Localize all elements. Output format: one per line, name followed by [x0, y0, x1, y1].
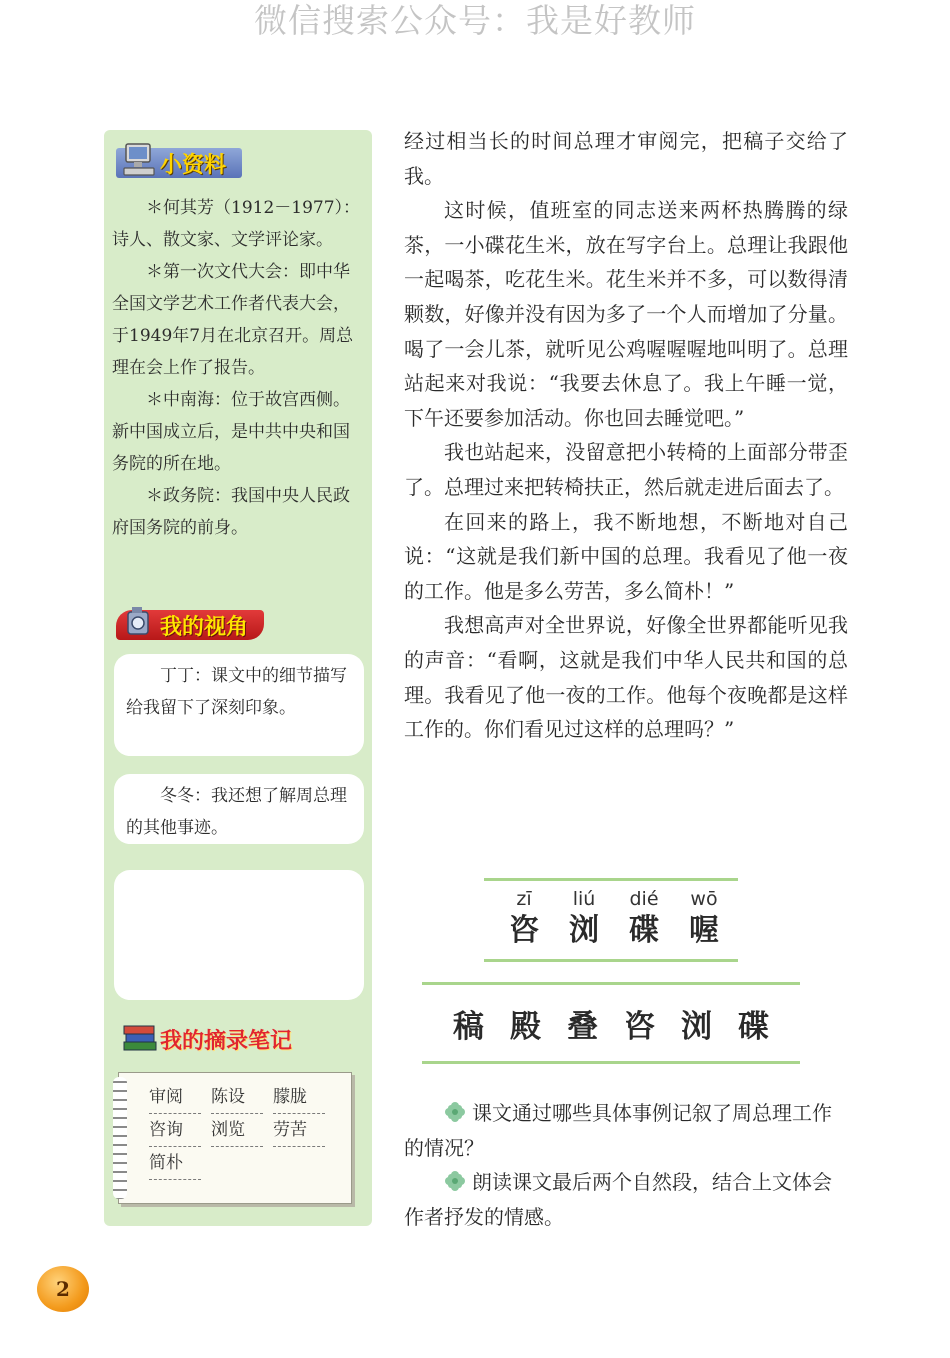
paragraph: 在回来的路上，我不断地想，不断地对自己说：“这就是我们新中国的总理。我看见了他一夜的工作。他是多么劳苦，多么简朴！” [404, 509, 848, 603]
note-item: ＊中南海：位于故宫西侧。新中国成立后，是中共中央和国务院的所在地。 [112, 390, 350, 474]
questions [404, 1096, 848, 1234]
word-item: 咨询 [149, 1114, 201, 1147]
write-char: 碟 [738, 1008, 769, 1045]
view-title: 我的视角 [160, 614, 249, 640]
comment-bubble [114, 654, 364, 756]
vocab-cell [566, 887, 602, 951]
camera-icon [122, 602, 158, 642]
note-item: ＊第一次文代大会：即中华全国文学艺术工作者代表大会，于1949年7月在北京召开。周总理在会上作了报告。 [112, 262, 354, 378]
reading-title: 小资料 [160, 152, 227, 178]
paragraph: 经过相当长的时间总理才审阅完，把稿子交给了我。 [404, 129, 848, 188]
hanzi: 碟 [629, 913, 659, 948]
write-char: 叠 [567, 1008, 598, 1045]
pinyin: liú [572, 888, 596, 910]
hanzi: 喔 [689, 913, 719, 948]
word-item: 简朴 [149, 1147, 201, 1180]
main-text [404, 124, 848, 747]
note-item: ＊政务院：我国中央人民政府国务院的前身。 [112, 486, 350, 538]
write-char: 咨 [624, 1008, 655, 1045]
pinyin: zī [516, 888, 532, 910]
question-text: 朗读课文最后两个自然段，结合上文体会作者抒发的情感。 [404, 1170, 832, 1229]
hanzi: 咨 [509, 913, 539, 948]
notebook [118, 1072, 352, 1204]
write-char: 殿 [510, 1008, 541, 1045]
vocab-cell [686, 887, 722, 951]
reading-vocab-box [484, 878, 738, 962]
sidebar [104, 130, 372, 1226]
hanzi: 浏 [569, 913, 599, 948]
vocab-cell [626, 887, 662, 951]
empty-comment-box [114, 870, 364, 1000]
word-item: 劳苦 [273, 1114, 325, 1147]
view-banner [116, 610, 264, 640]
notes-banner [116, 1024, 308, 1054]
notes-header [116, 1018, 308, 1060]
comment-text: 丁丁：课文中的细节描写给我留下了深刻印象。 [126, 666, 347, 718]
paragraph: 我想高声对全世界说，好像全世界都能听见我的声音：“看啊，这就是我们中华人民共和国的总理。我看见了他一夜的工作。他每个夜晚都是这样工作的。你们看见过这样的总理吗？” [404, 613, 848, 742]
reading-header [116, 142, 242, 184]
watermark: 微信搜索公众号：我是好教师 [254, 1, 696, 40]
page-number: 2 [37, 1266, 89, 1312]
word-item: 朦胧 [273, 1081, 325, 1114]
notes-title: 我的摘录笔记 [160, 1028, 293, 1054]
question-item [404, 1165, 848, 1234]
question-item [404, 1096, 848, 1165]
word-item: 陈设 [211, 1081, 263, 1114]
write-char: 浏 [681, 1008, 712, 1045]
comment-text: 冬冬：我还想了解周总理的其他事迹。 [126, 786, 347, 838]
write-char: 稿 [453, 1008, 484, 1045]
books-icon [122, 1016, 158, 1056]
view-header [116, 604, 264, 646]
vocab-cell [506, 887, 542, 951]
reading-banner [116, 148, 242, 178]
writing-vocab-box [422, 982, 800, 1064]
word-list [149, 1081, 335, 1180]
paragraph: 这时候，值班室的同志送来两杯热腾腾的绿茶，一小碟花生米，放在写字台上。总理让我跟他一起喝茶，吃花生米。花生米并不多，可以数得清颗数，好像并没有因为多了一个人而增加了分量。喝了一会儿茶，就听见公鸡喔喔喔地叫明了。总理站起来对我说：“我要去休息了。我上午睡一觉，下午还要参加活动。你也回去睡觉吧。” [404, 198, 848, 430]
comment-bubble [114, 774, 364, 844]
notebook-spiral [113, 1077, 127, 1199]
pinyin: wō [690, 888, 718, 910]
question-text: 课文通过哪些具体事例记叙了周总理工作的情况？ [404, 1101, 832, 1160]
word-item: 浏览 [211, 1114, 263, 1147]
computer-icon [122, 140, 158, 180]
pinyin: dié [629, 888, 659, 910]
word-item: 审阅 [149, 1081, 201, 1114]
reading-notes [112, 192, 364, 544]
paragraph: 我也站起来，没留意把小转椅的上面部分带歪了。总理过来把转椅扶正，然后就走进后面去了。 [404, 440, 848, 499]
flower-bullet-icon [444, 1170, 466, 1192]
flower-bullet-icon [444, 1101, 466, 1123]
note-item: ＊何其芳（1912－1977）：诗人、散文家、文学评论家。 [112, 198, 361, 250]
